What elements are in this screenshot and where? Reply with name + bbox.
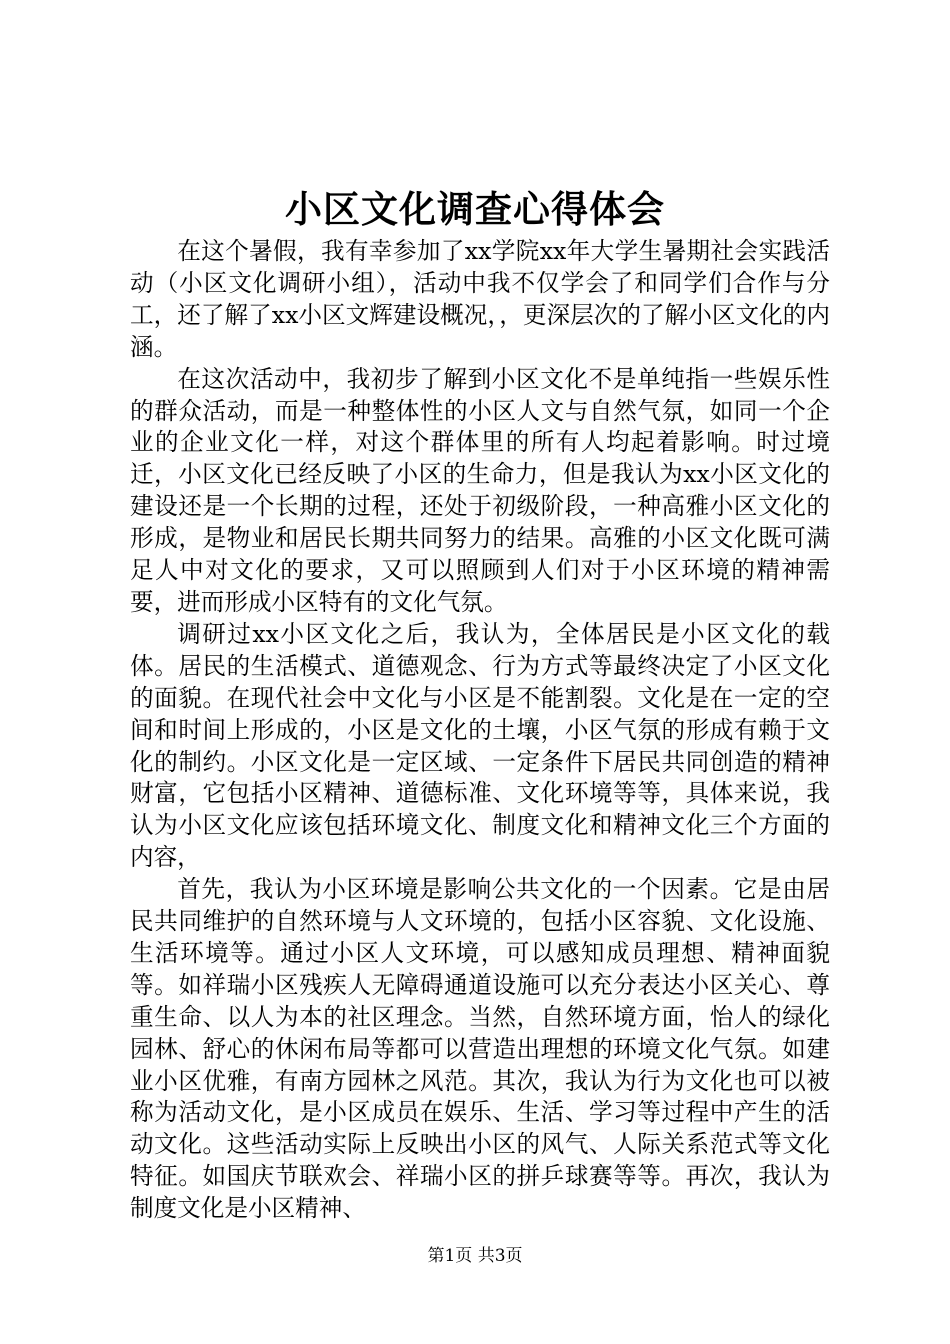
paragraph: 调研过xx小区文化之后，我认为，全体居民是小区文化的载体。居民的生活模式、道德观念、行为方式等最终决定了小区文化的面貌。在现代社会中文化与小区是不能割裂。文化是在一定的空间和时间上形成的，小区是文化的土壤，小区气氛的形成有赖于文化的制约。小区文化是一定区域、一定条件下居民共同创造的精神财富，它包括小区精神、道德标准、文化环境等等，具体来说，我认为小区文化应该包括环境文化、制度文化和精神文化三个方面的内容， <box>130 619 830 872</box>
document-title: 小区文化调查心得体会 <box>285 187 665 231</box>
paragraph: 在这次活动中，我初步了解到小区文化不是单纯指一些娱乐性的群众活动，而是一种整体性的小区人文与自然气氛，如同一个企业的企业文化一样，对这个群体里的所有人均起着影响。时过境迁，小区文化已经反映了小区的生命力，但是我认为xx小区文化的建设还是一个长期的过程，还处于初级阶段，一种高雅小区文化的形成，是物业和居民长期共同努力的结果。高雅的小区文化既可满足人中对文化的要求，又可以照顾到人们对于小区环境的精神需要，进而形成小区特有的文化气氛。 <box>130 364 830 616</box>
paragraph: 首先，我认为小区环境是影响公共文化的一个因素。它是由居民共同维护的自然环境与人文环境的，包括小区容貌、文化设施、生活环境等。通过小区人文环境，可以感知成员理想、精神面貌等。如祥瑞小区残疾人无障碍通道设施可以充分表达小区关心、尊重生命、以人为本的社区理念。当然，自然环境方面，怡人的绿化园林、舒心的休闲布局等都可以营造出理想的环境文化气氛。如建业小区优雅，有南方园林之风范。其次，我认为行为文化也可以被称为活动文化，是小区成员在娱乐、生活、学习等过程中产生的活动文化。这些活动实际上反映出小区的风气、人际关系范式等文化特征。如国庆节联欢会、祥瑞小区的拼乒球赛等等。再次，我认为制度文化是小区精神、 <box>130 875 830 1223</box>
page-number-footer: 第1页 共3页 <box>427 1246 523 1266</box>
document-body <box>130 236 830 1225</box>
paragraph: 在这个暑假，我有幸参加了xx学院xx年大学生暑期社会实践活动（小区文化调研小组），活动中我不仅学会了和同学们合作与分工，还了解了xx小区文辉建设概况，，更深层次的了解小区文化的内涵。 <box>130 237 830 361</box>
